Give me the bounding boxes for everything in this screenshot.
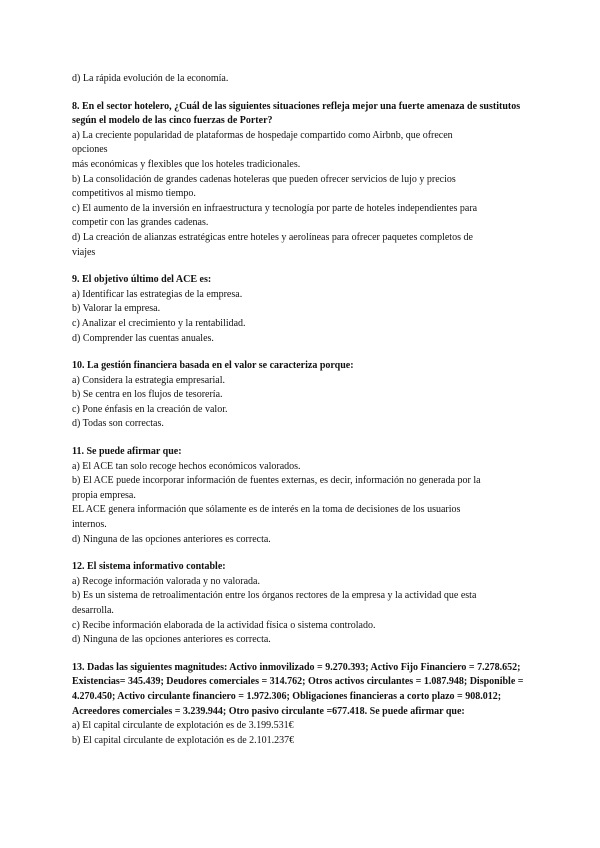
answer-line: a) La creciente popularidad de plataformas de hospedaje compartido como Airbnb, que ofrecen xyxy=(72,129,453,141)
question-title: 9. El objetivo último del ACE es: xyxy=(72,274,212,286)
question-title: 10. La gestión financiera basada en el valor se caracteriza porque: xyxy=(72,360,354,372)
answer-line: c) Pone énfasis en la creación de valor. xyxy=(72,403,228,415)
answer-line: b) Valorar la empresa. xyxy=(72,303,161,315)
answer-line: b) La consolidación de grandes cadenas hoteleras que pueden ofrecer servicios de lujo y precios xyxy=(72,173,456,185)
answer-line: EL ACE genera información que sólamente es de interés en la toma de decisiones de los usuarios xyxy=(72,504,461,516)
answer-line: b) Se centra en los flujos de tesorería. xyxy=(72,389,223,401)
question-11 xyxy=(72,445,532,547)
answer-line: d) Ninguna de las opciones anteriores es correcta. xyxy=(72,634,271,646)
question-title: 13. Dadas las siguientes magnitudes: Activo inmovilizado = 9.270.393; Activo Fijo Financiero = 7.278.652; Existencias= 345.439; Deudores comerciales = 314.762; Otros activos circulantes = 1.087.948; Disponible = 4.270.450; Activo circulante financiero = 1.972.306; Obligaciones financieras a corto plazo = 908.012; Acreedores comerciales = 3.239.944; Otro pasivo circulante =677.418. Se puede afirmar que: xyxy=(72,661,524,717)
answer-line: d) Todas son correctas. xyxy=(72,418,164,430)
question-title: 11. Se puede afirmar que: xyxy=(72,446,182,458)
answer-line: a) Recoge información valorada y no valorada. xyxy=(72,575,260,587)
answer-line: más económicas y flexibles que los hoteles tradicionales. xyxy=(72,158,301,170)
answer-line: viajes xyxy=(72,246,96,258)
answer-line: opciones xyxy=(72,144,108,156)
answer-line: propia empresa. xyxy=(72,489,136,501)
answer-line: d) Comprender las cuentas anuales. xyxy=(72,332,214,344)
answer-line: d) La creación de alianzas estratégicas entre hoteles y aerolíneas para ofrecer paquetes completos de xyxy=(72,231,473,243)
answer-line: a) El capital circulante de explotación es de 3.199.531€ xyxy=(72,720,294,732)
question-13 xyxy=(72,661,532,749)
document-page xyxy=(72,72,532,748)
answer-line: b) El capital circulante de explotación es de 2.101.237€ xyxy=(72,734,295,746)
question-8 xyxy=(72,100,532,261)
answer-line: d) Ninguna de las opciones anteriores es correcta. xyxy=(72,533,271,545)
question-12 xyxy=(72,560,532,648)
answer-line: a) El ACE tan solo recoge hechos económicos valorados. xyxy=(72,460,301,472)
question-10 xyxy=(72,359,532,432)
answer-line: desarrolla. xyxy=(72,605,114,616)
answer-line: internos. xyxy=(72,519,107,531)
question-title: 12. El sistema informativo contable: xyxy=(72,561,226,573)
answer-line: d) La rápida evolución de la economía. xyxy=(72,73,229,84)
answer-line: b) Es un sistema de retroalimentación entre los órganos rectores de la empresa y la actividad que esta xyxy=(72,590,477,602)
answer-line: competir con las grandes cadenas. xyxy=(72,217,209,229)
answer-line: a) Identificar las estrategias de la empresa. xyxy=(72,288,243,300)
answer-line: a) Considera la estrategia empresarial. xyxy=(72,374,225,386)
answer-line: b) El ACE puede incorporar información de fuentes externas, es decir, información no generada por la xyxy=(72,475,481,487)
answer-line: c) Analizar el crecimiento y la rentabilidad. xyxy=(72,317,246,329)
question-9 xyxy=(72,273,532,346)
question-title: 8. En el sector hotelero, ¿Cuál de las siguientes situaciones refleja mejor una fuerte amenaza de sustitutos según el modelo de las cinco fuerzas de Porter? xyxy=(72,100,521,127)
answer-line: c) Recibe información elaborada de la actividad física o sistema controlado. xyxy=(72,619,376,631)
answer-line: competitivos al mismo tiempo. xyxy=(72,188,196,200)
answer-line: c) El aumento de la inversión en infraestructura y tecnología por parte de hoteles independientes para xyxy=(72,202,478,214)
